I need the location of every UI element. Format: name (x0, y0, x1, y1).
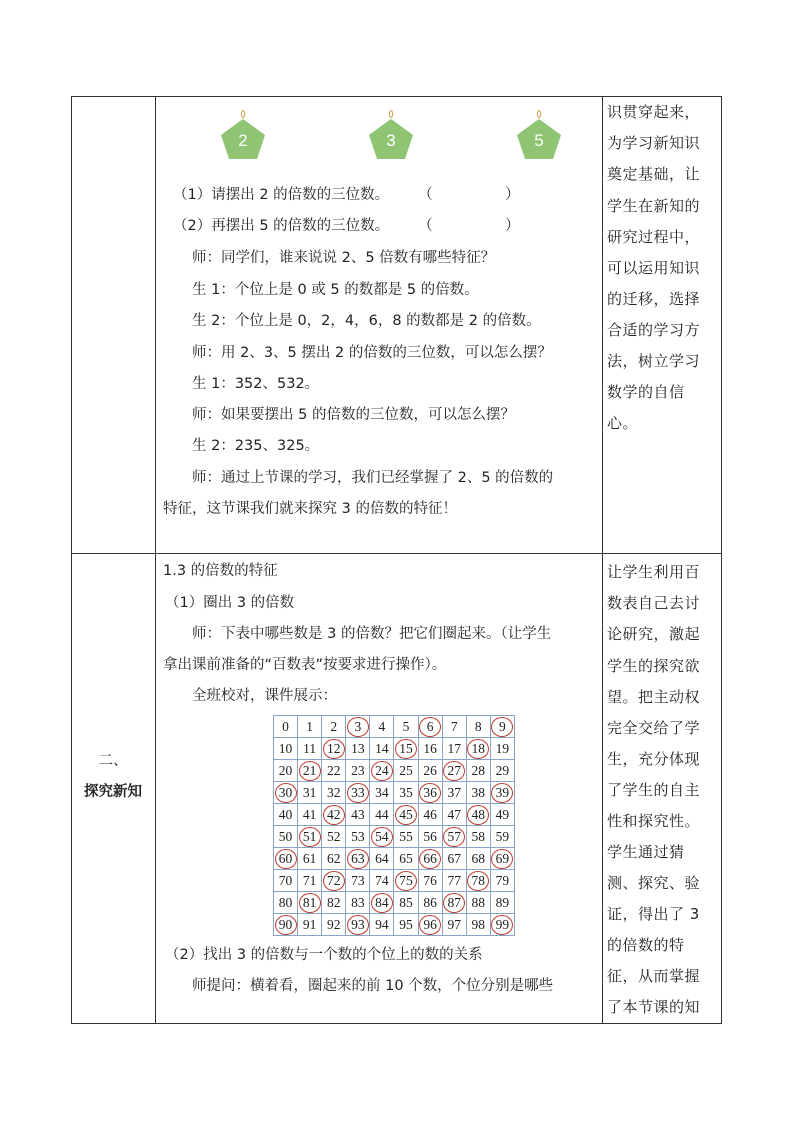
chart-cell (298, 716, 322, 738)
chart-number: 17 (447, 740, 461, 756)
chart-cell (298, 760, 322, 782)
chart-cell (322, 826, 346, 848)
dialogue-line: 生 2：个位上是 0，2，4，6，8 的数都是 2 的倍数。 (192, 313, 541, 329)
chart-number: 74 (375, 872, 389, 888)
chart-cell (442, 716, 466, 738)
design-note: 合适的学习方 (607, 321, 701, 339)
chart-cell (418, 804, 442, 826)
circled-number: 30 (275, 783, 297, 803)
chart-cell (370, 760, 394, 782)
chart-cell (370, 738, 394, 760)
design-note: 了本节课的知 (607, 998, 701, 1016)
chart-cell (274, 804, 298, 826)
chart-number: 83 (351, 894, 365, 910)
design-note: 数表自己去讨 (607, 594, 701, 612)
chart-cell (418, 914, 442, 936)
chart-cell (394, 760, 418, 782)
chart-row (274, 848, 515, 870)
chart-cell (274, 760, 298, 782)
circled-number: 78 (467, 871, 489, 891)
chart-number: 79 (495, 872, 510, 888)
chart-number: 88 (471, 894, 486, 910)
chart-number: 29 (495, 762, 510, 778)
chart-cell (418, 848, 442, 870)
chart-cell (322, 914, 346, 936)
chart-number: 91 (302, 916, 317, 932)
circled-number: 72 (323, 871, 345, 891)
chart-cell (394, 914, 418, 936)
chart-number: 28 (471, 762, 486, 778)
design-note: 望。把主动权 (607, 688, 701, 706)
chart-cell (346, 760, 370, 782)
chart-number: 71 (302, 872, 317, 888)
chart-cell (298, 804, 322, 826)
dialogue-line: 生 1：个位上是 0 或 5 的数都是 5 的倍数。 (192, 282, 479, 298)
circled-number: 63 (347, 849, 369, 869)
design-note: 心。 (607, 414, 639, 432)
chart-cell (418, 892, 442, 914)
chart-cell (394, 782, 418, 804)
circled-number: 3 (347, 717, 369, 737)
design-note: 可以运用知识 (607, 259, 701, 277)
chart-number: 19 (495, 740, 510, 756)
dialogue-line: 师提问：横着看，圈起来的前 10 个数，个位分别是哪些 (192, 978, 554, 994)
chart-cell (442, 870, 466, 892)
chart-cell (346, 870, 370, 892)
circled-number: 24 (371, 761, 393, 781)
chart-cell (466, 804, 490, 826)
chart-cell (466, 870, 490, 892)
chart-cell (370, 782, 394, 804)
chart-number: 4 (378, 718, 386, 734)
chart-cell (442, 782, 466, 804)
chart-number: 34 (375, 784, 389, 800)
chart-cell (490, 782, 514, 804)
circled-number: 87 (443, 893, 465, 913)
chart-cell (370, 914, 394, 936)
chart-cell (274, 870, 298, 892)
chart-number: 44 (375, 806, 389, 822)
chart-number: 25 (399, 762, 413, 778)
design-note: 为学习新知识 (607, 134, 701, 152)
circled-number: 39 (491, 783, 513, 803)
chart-cell (346, 914, 370, 936)
chart-row (274, 738, 515, 760)
number-card-3 (367, 108, 415, 160)
chart-cell (466, 716, 490, 738)
chart-cell (370, 892, 394, 914)
chart-number: 67 (447, 850, 461, 866)
chart-cell (442, 914, 466, 936)
chart-row (274, 804, 515, 826)
chart-number: 95 (399, 916, 413, 932)
chart-number: 20 (278, 762, 293, 778)
chart-cell (370, 848, 394, 870)
chart-cell (322, 804, 346, 826)
design-note: 的迁移，选择 (607, 290, 701, 308)
chart-cell (394, 716, 418, 738)
chart-cell (274, 738, 298, 760)
design-note: 学生在新知的 (607, 197, 701, 215)
circled-number: 54 (371, 827, 393, 847)
chart-number: 70 (278, 872, 293, 888)
design-note: 完全交给了学 (607, 719, 701, 737)
design-note: 让学生利用百 (607, 563, 701, 581)
chart-number: 1 (306, 718, 314, 734)
chart-cell (442, 760, 466, 782)
chart-number: 92 (326, 916, 341, 932)
circled-number: 75 (395, 871, 417, 891)
circled-number: 18 (467, 739, 489, 759)
task-heading: （1）圈出 3 的倍数 (165, 595, 295, 611)
chart-cell (322, 892, 346, 914)
chart-number: 56 (423, 828, 437, 844)
chart-number: 38 (471, 784, 486, 800)
circled-number: 96 (419, 915, 441, 935)
chart-cell (466, 914, 490, 936)
circled-number: 9 (491, 717, 513, 737)
chart-cell (418, 870, 442, 892)
chart-cell (298, 848, 322, 870)
chart-cell (322, 716, 346, 738)
number-card-2 (219, 108, 267, 160)
chart-number: 86 (423, 894, 437, 910)
chart-row (274, 760, 515, 782)
chart-number: 52 (326, 828, 341, 844)
chart-number: 97 (447, 916, 461, 932)
chart-number: 43 (351, 806, 365, 822)
chart-number: 26 (423, 762, 437, 778)
chart-row (274, 716, 515, 738)
dialogue-line: 生 1：352、532。 (192, 376, 320, 392)
design-note: 证，得出了 3 (607, 905, 700, 923)
design-note: 了学生的自主 (607, 781, 701, 799)
chart-cell (394, 826, 418, 848)
circled-number: 33 (347, 783, 369, 803)
card-label: 2 (238, 131, 248, 150)
design-note: 论研究，激起 (607, 625, 701, 643)
card-label: 5 (534, 131, 544, 150)
chart-row (274, 782, 515, 804)
column-divider (155, 97, 156, 1023)
chart-cell (466, 760, 490, 782)
chart-number: 46 (423, 806, 437, 822)
chart-number: 64 (375, 850, 389, 866)
design-note: 的倍数的特 (607, 936, 685, 954)
card-label: 3 (386, 131, 396, 150)
chart-number: 58 (471, 828, 486, 844)
circled-number: 66 (419, 849, 441, 869)
chart-number: 50 (278, 828, 293, 844)
chart-number: 16 (423, 740, 437, 756)
chart-cell (490, 760, 514, 782)
chart-number: 59 (495, 828, 510, 844)
dialogue-line: 师：同学们，谁来说说 2、5 倍数有哪些特征？ (192, 250, 496, 266)
chart-cell (490, 892, 514, 914)
design-note: 数学的自信 (607, 383, 685, 401)
chart-number: 68 (471, 850, 486, 866)
chart-number: 94 (375, 916, 389, 932)
row-divider (72, 553, 721, 554)
chart-cell (298, 892, 322, 914)
dialogue-line: 生 2：235、325。 (192, 438, 320, 454)
circled-number: 6 (419, 717, 441, 737)
chart-cell (322, 848, 346, 870)
circled-number: 93 (347, 915, 369, 935)
chart-cell (490, 716, 514, 738)
chart-cell (346, 848, 370, 870)
chart-cell (322, 782, 346, 804)
chart-number: 11 (303, 740, 317, 756)
exercise-1: （1）请摆出 2 的倍数的三位数。 （ ） (173, 187, 520, 203)
dialogue-line: 特征，这节课我们就来探究 3 的倍数的特征！ (163, 501, 457, 517)
chart-number: 35 (399, 784, 413, 800)
chart-cell (274, 914, 298, 936)
chart-cell (490, 804, 514, 826)
chart-cell (346, 892, 370, 914)
dialogue-line: 师：下表中哪些数是 3 的倍数？把它们圈起来。（让学生 (192, 626, 552, 642)
dialogue-line: 拿出课前准备的“百数表”按要求进行操作）。 (163, 657, 447, 673)
chart-row (274, 914, 515, 936)
chart-number: 85 (399, 894, 413, 910)
circled-number: 84 (371, 893, 393, 913)
chart-cell (274, 848, 298, 870)
chart-number: 7 (450, 718, 458, 734)
chart-number: 65 (399, 850, 413, 866)
chart-cell (346, 826, 370, 848)
chart-number: 98 (471, 916, 486, 932)
chart-number: 61 (302, 850, 317, 866)
circled-number: 60 (275, 849, 297, 869)
chart-cell (418, 738, 442, 760)
chart-cell (274, 716, 298, 738)
chart-cell (442, 738, 466, 760)
chart-number: 89 (495, 894, 510, 910)
chart-cell (466, 848, 490, 870)
chart-cell (298, 782, 322, 804)
chart-cell (490, 914, 514, 936)
section-number: 二、 (98, 753, 128, 769)
chart-number: 40 (278, 806, 293, 822)
chart-number: 73 (351, 872, 365, 888)
chart-number: 41 (302, 806, 317, 822)
chart-cell (274, 782, 298, 804)
chart-cell (298, 738, 322, 760)
chart-cell (298, 826, 322, 848)
hundred-chart (273, 715, 515, 936)
design-note: 测、探究、验 (607, 874, 701, 892)
number-card-5 (515, 108, 563, 160)
chart-cell (418, 782, 442, 804)
chart-cell (370, 804, 394, 826)
chart-cell (466, 782, 490, 804)
circled-number: 51 (299, 827, 321, 847)
exercise-2: （2）再摆出 5 的倍数的三位数。 （ ） (173, 218, 520, 234)
chart-number: 62 (326, 850, 341, 866)
chart-number: 53 (351, 828, 365, 844)
chart-cell (490, 738, 514, 760)
chart-number: 82 (326, 894, 341, 910)
chart-cell (418, 760, 442, 782)
chart-cell (370, 870, 394, 892)
circled-number: 57 (443, 827, 465, 847)
dialogue-line: 师：如果要摆出 5 的倍数的三位数，可以怎么摆？ (192, 407, 515, 423)
chart-number: 22 (326, 762, 341, 778)
chart-cell (442, 826, 466, 848)
design-note: 生，充分体现 (607, 750, 701, 768)
circled-number: 36 (419, 783, 441, 803)
chart-number: 37 (447, 784, 461, 800)
chart-cell (466, 826, 490, 848)
chart-number: 77 (447, 872, 461, 888)
circled-number: 42 (323, 805, 345, 825)
design-note: 学生通过猜 (607, 843, 685, 861)
circled-number: 99 (491, 915, 513, 935)
dialogue-line: 全班校对，课件展示： (192, 688, 337, 704)
section-title: 探究新知 (84, 784, 142, 800)
chart-cell (346, 804, 370, 826)
chart-number: 31 (302, 784, 317, 800)
chart-cell (322, 738, 346, 760)
chart-cell (322, 870, 346, 892)
chart-cell (322, 760, 346, 782)
chart-cell (466, 738, 490, 760)
chart-number: 23 (351, 762, 365, 778)
design-note: 识贯穿起来， (607, 103, 701, 121)
design-note: 征，从而掌握 (607, 967, 701, 985)
circled-number: 48 (467, 805, 489, 825)
chart-cell (370, 826, 394, 848)
circled-number: 45 (395, 805, 417, 825)
chart-number: 8 (474, 718, 482, 734)
chart-cell (442, 892, 466, 914)
chart-cell (490, 870, 514, 892)
chart-row (274, 892, 515, 914)
chart-cell (490, 826, 514, 848)
chart-number: 76 (423, 872, 437, 888)
chart-row (274, 870, 515, 892)
column-divider (602, 97, 603, 1023)
circled-number: 69 (491, 849, 513, 869)
design-note: 法，树立学习 (607, 352, 701, 370)
chart-cell (274, 892, 298, 914)
design-note: 性和探究性。 (607, 812, 701, 830)
chart-number: 10 (278, 740, 293, 756)
chart-cell (490, 848, 514, 870)
chart-cell (394, 738, 418, 760)
circled-number: 12 (323, 739, 345, 759)
chart-cell (442, 804, 466, 826)
chart-number: 13 (351, 740, 365, 756)
chart-number: 5 (402, 718, 410, 734)
task-heading: （2）找出 3 的倍数与一个数的个位上的数的关系 (165, 947, 483, 963)
dialogue-line: 师：用 2、3、5 摆出 2 的倍数的三位数，可以怎么摆？ (192, 345, 552, 361)
circled-number: 90 (275, 915, 297, 935)
chart-number: 32 (326, 784, 341, 800)
chart-cell (346, 716, 370, 738)
chart-number: 49 (495, 806, 510, 822)
chart-cell (298, 914, 322, 936)
design-note: 研究过程中， (607, 228, 701, 246)
chart-number: 14 (375, 740, 389, 756)
chart-cell (394, 848, 418, 870)
chart-cell (418, 716, 442, 738)
chart-cell (274, 826, 298, 848)
chart-cell (394, 892, 418, 914)
circled-number: 21 (299, 761, 321, 781)
chart-number: 55 (399, 828, 413, 844)
chart-number: 47 (447, 806, 461, 822)
circled-number: 27 (443, 761, 465, 781)
chart-cell (442, 848, 466, 870)
design-note: 奠定基础，让 (607, 165, 701, 183)
circled-number: 15 (395, 739, 417, 759)
chart-cell (346, 782, 370, 804)
chart-cell (346, 738, 370, 760)
chart-number: 2 (330, 718, 338, 734)
chart-cell (418, 826, 442, 848)
circled-number: 81 (299, 893, 321, 913)
subsection-heading: 1.3 的倍数的特征 (163, 563, 278, 579)
design-note: 学生的探究欲 (607, 657, 701, 675)
chart-cell (394, 804, 418, 826)
chart-cell (370, 716, 394, 738)
dialogue-line: 师：通过上节课的学习，我们已经掌握了 2、5 的倍数的 (192, 470, 554, 486)
chart-row (274, 826, 515, 848)
chart-number: 0 (282, 718, 289, 734)
chart-number: 80 (278, 894, 293, 910)
chart-cell (298, 870, 322, 892)
chart-cell (394, 870, 418, 892)
chart-cell (466, 892, 490, 914)
